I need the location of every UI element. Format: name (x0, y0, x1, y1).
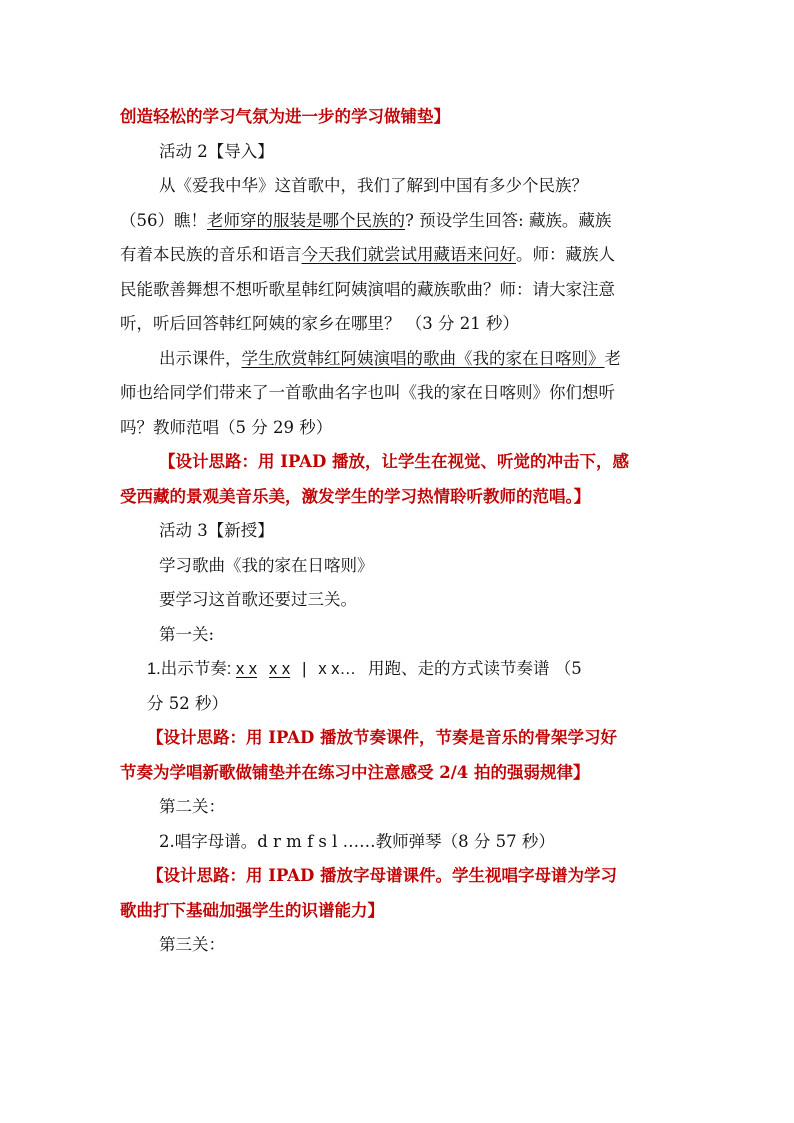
paragraph-line: 师也给同学们带来了一首歌曲名字也叫《我的家在日喀则》你们想听 (120, 383, 615, 402)
text-span: 出示课件， (159, 348, 242, 368)
underlined-text: 今天我们就尝试用藏语来问好 (301, 245, 516, 264)
paragraph-line: 民能歌善舞想不想听歌星韩红阿姨演唱的藏族歌曲？师：请大家注意 (120, 279, 615, 299)
design-note-end: 创造轻松的学习气氛为进一步的学习做铺垫】 (120, 107, 450, 126)
paragraph-line: 学习歌曲《我的家在日喀则》 (159, 555, 374, 575)
paragraph-line (120, 238, 680, 273)
rhythm-notes: x x (269, 660, 291, 678)
paragraph-line: 吗？教师范唱（5 分 29 秒） (120, 417, 333, 437)
bar-line: | (302, 660, 307, 678)
text-span: 有着本民族的音乐和语言 (120, 245, 302, 264)
text-span: ? 预设学生回答: 藏族。藏族 (405, 210, 612, 230)
text-span: 用跑、走的方式读节奏谱 （5 (368, 659, 582, 678)
rhythm-line (120, 652, 680, 687)
paragraph-line: 要学习这首歌还要过三关。 (159, 590, 357, 609)
level-2-heading: 第二关： (159, 797, 225, 816)
solfege-line: 2.唱字母谱。d r m f s l ……教师弹琴（8 分 57 秒） (159, 831, 555, 851)
level-1-heading: 第一关: (159, 624, 215, 644)
text-span: （56）瞧！ (120, 210, 207, 230)
design-note: 【设计思路：用 IPAD 播放，让学生在视觉、听觉的冲击下，感 (159, 452, 630, 471)
underlined-text: 学生欣赏韩红阿姨演唱的歌曲《我的家在日喀则》 (241, 348, 605, 368)
design-note: 【设计思路：用 IPAD 播放字母谱课件。学生视唱字母谱为学习 (147, 866, 618, 885)
paragraph-line: 听，听后回答韩红阿姨的家乡在哪里？ （3 分 21 秒） (120, 314, 519, 333)
text-span: 1.出示节奏: (147, 660, 236, 678)
paragraph-line (120, 342, 680, 377)
design-note: 【设计思路：用 IPAD 播放节奏课件，节奏是音乐的骨架学习好 (147, 728, 618, 747)
document-page (120, 100, 680, 963)
text-span: 。师：藏族人 (516, 245, 615, 264)
activity-2-heading: 活动 2【导入】 (159, 141, 274, 161)
paragraph-line (120, 204, 680, 239)
design-note: 节奏为学唱新歌做铺垫并在练习中注意感受 2/4 拍的强弱规律】 (120, 762, 590, 782)
rhythm-notes: x x… (318, 660, 357, 678)
design-note: 受西藏的景观美音乐美，激发学生的学习热情聆听教师的范唱。】 (120, 486, 591, 506)
activity-3-heading: 活动 3【新授】 (159, 521, 274, 540)
underlined-text: 老师穿的服装是哪个民族的 (207, 210, 405, 230)
paragraph-line: 从《爱我中华》这首歌中，我们了解到中国有多少个民族？ (159, 176, 588, 195)
rhythm-notes: x x (235, 660, 258, 678)
paragraph-line: 分 52 秒） (147, 693, 228, 713)
level-3-heading: 第三关： (159, 935, 225, 954)
design-note: 歌曲打下基础加强学生的识谱能力】 (120, 900, 384, 920)
text-span: 老 (604, 348, 621, 368)
